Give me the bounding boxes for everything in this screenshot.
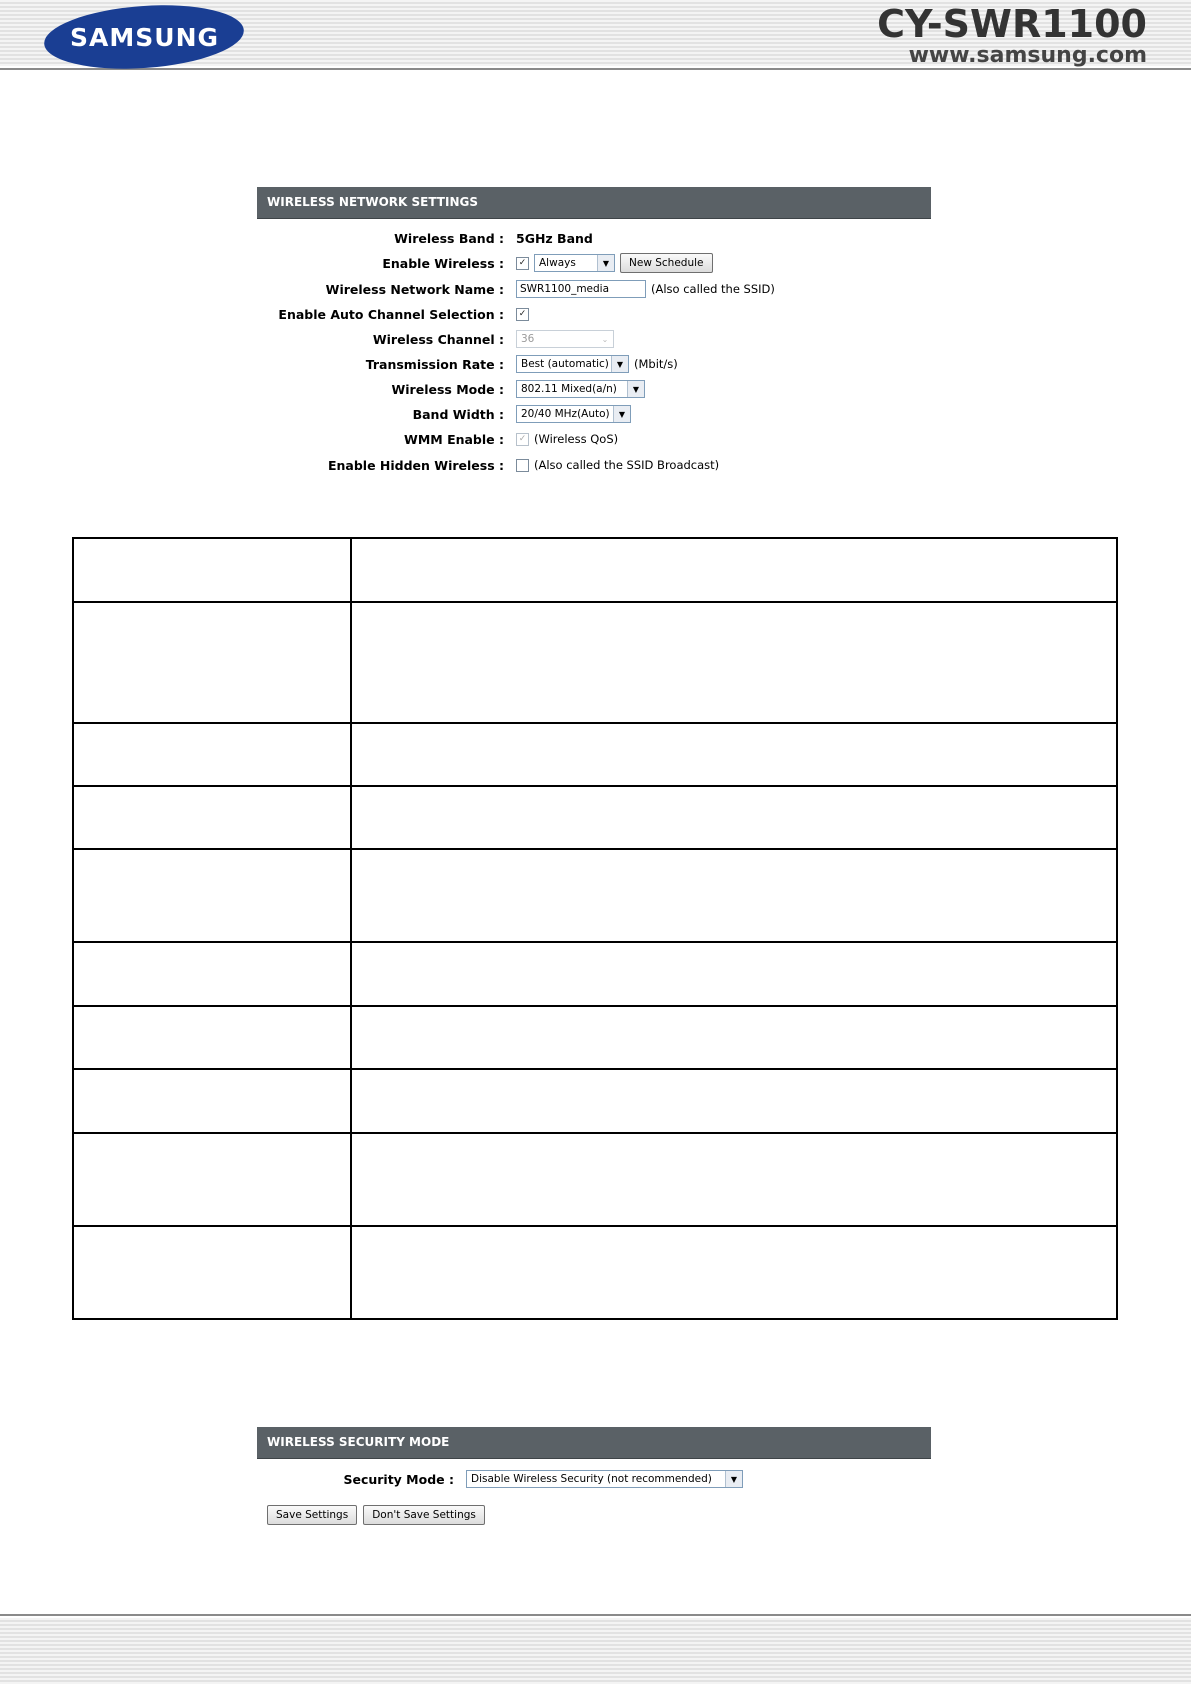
table-row xyxy=(73,849,1117,942)
network-name-label: Wireless Network Name : xyxy=(325,281,504,297)
dont-save-settings-button[interactable]: Don't Save Settings xyxy=(363,1505,485,1525)
wmm-note: (Wireless QoS) xyxy=(534,432,619,446)
row-network-name xyxy=(257,277,931,301)
enable-wireless-checkbox[interactable]: ✓ xyxy=(516,257,529,270)
table-cell xyxy=(73,849,351,942)
table-cell xyxy=(351,942,1117,1006)
hidden-wireless-note: (Also called the SSID Broadcast) xyxy=(534,458,720,472)
auto-channel-checkbox[interactable]: ✓ xyxy=(516,308,529,321)
wireless-mode-select[interactable] xyxy=(516,380,645,398)
table-cell xyxy=(351,1069,1117,1133)
row-auto-channel xyxy=(257,302,931,326)
panel-title: WIRELESS NETWORK SETTINGS xyxy=(257,187,931,219)
row-wireless-band xyxy=(257,226,931,250)
wireless-security-mode-panel xyxy=(257,1427,931,1537)
table-row xyxy=(73,786,1117,849)
hidden-wireless-label: Enable Hidden Wireless : xyxy=(327,457,504,473)
enable-wireless-label: Enable Wireless : xyxy=(382,255,504,271)
hidden-wireless-checkbox[interactable] xyxy=(516,459,529,472)
wmm-checkbox[interactable]: ✓ xyxy=(516,433,529,446)
schedule-value: Always xyxy=(539,257,576,269)
wmm-label: WMM Enable : xyxy=(404,431,504,447)
wireless-band-value: 5GHz Band xyxy=(516,230,593,246)
rate-unit: (Mbit/s) xyxy=(634,357,678,371)
network-name-input[interactable]: SWR1100_media xyxy=(516,280,646,298)
description-table xyxy=(72,537,1118,1320)
save-settings-button[interactable]: Save Settings xyxy=(267,1505,357,1525)
channel-select[interactable] xyxy=(516,330,614,348)
table-cell xyxy=(73,1069,351,1133)
model-name: CY-SWR1100 xyxy=(877,2,1147,46)
transmission-rate-select[interactable] xyxy=(516,355,629,373)
table-cell xyxy=(73,1133,351,1226)
security-mode-label: Security Mode : xyxy=(343,1471,454,1487)
chevron-down-icon: ▼ xyxy=(613,406,630,422)
table-cell xyxy=(73,723,351,786)
table-cell xyxy=(73,1006,351,1069)
table-row xyxy=(73,942,1117,1006)
band-width-value: 20/40 MHz(Auto) xyxy=(521,408,610,420)
security-mode-value: Disable Wireless Security (not recommended) xyxy=(471,1473,712,1485)
schedule-select[interactable] xyxy=(534,254,615,272)
chevron-down-icon: ▼ xyxy=(725,1471,742,1487)
table-row xyxy=(73,1069,1117,1133)
row-band-width xyxy=(257,402,931,426)
chevron-down-icon: ▼ xyxy=(627,381,644,397)
samsung-logo: SAMSUNG xyxy=(42,0,246,75)
table-cell xyxy=(351,1226,1117,1319)
row-wmm xyxy=(257,427,931,451)
table-row xyxy=(73,1006,1117,1069)
ssid-note: (Also called the SSID) xyxy=(651,282,775,296)
table-cell xyxy=(351,1006,1117,1069)
band-width-select[interactable] xyxy=(516,405,631,423)
wireless-mode-label: Wireless Mode : xyxy=(391,381,504,397)
new-schedule-button[interactable]: New Schedule xyxy=(620,253,713,273)
model-block xyxy=(877,4,1147,68)
table-cell xyxy=(73,1226,351,1319)
auto-channel-label: Enable Auto Channel Selection : xyxy=(278,306,504,322)
table-cell xyxy=(351,538,1117,602)
band-width-label: Band Width : xyxy=(412,406,504,422)
table-row xyxy=(73,602,1117,723)
table-cell xyxy=(73,602,351,723)
row-hidden-wireless xyxy=(257,453,931,477)
table-cell xyxy=(351,723,1117,786)
panel-title: WIRELESS SECURITY MODE xyxy=(257,1427,931,1459)
page-footer xyxy=(0,1618,1191,1684)
channel-value: 36 xyxy=(521,333,535,345)
footer-divider xyxy=(0,1614,1191,1616)
transmission-rate-value: Best (automatic) xyxy=(521,358,609,370)
table-row xyxy=(73,1133,1117,1226)
channel-label: Wireless Channel : xyxy=(372,331,504,347)
table-row xyxy=(73,723,1117,786)
row-transmission-rate xyxy=(257,352,931,376)
transmission-rate-label: Transmission Rate : xyxy=(365,356,504,372)
chevron-down-icon: ▼ xyxy=(597,255,614,271)
table-row xyxy=(73,1226,1117,1319)
wireless-network-settings-panel xyxy=(257,187,931,492)
action-buttons xyxy=(267,1503,485,1527)
row-enable-wireless xyxy=(257,251,931,275)
table-cell xyxy=(73,942,351,1006)
wireless-band-label: Wireless Band : xyxy=(394,230,504,246)
table-cell xyxy=(351,786,1117,849)
table-cell xyxy=(73,786,351,849)
website-url: www.samsung.com xyxy=(908,43,1147,68)
row-security-mode xyxy=(257,1467,931,1491)
chevron-down-icon: ▼ xyxy=(611,356,628,372)
row-channel xyxy=(257,327,931,351)
row-wireless-mode xyxy=(257,377,931,401)
table-cell xyxy=(351,1133,1117,1226)
security-mode-select[interactable] xyxy=(466,1470,743,1488)
chevron-down-icon: ⌄ xyxy=(597,331,613,347)
table-cell xyxy=(351,602,1117,723)
table-row xyxy=(73,538,1117,602)
wireless-mode-value: 802.11 Mixed(a/n) xyxy=(521,383,617,395)
table-cell xyxy=(351,849,1117,942)
table-cell xyxy=(73,538,351,602)
header-divider xyxy=(0,68,1191,70)
